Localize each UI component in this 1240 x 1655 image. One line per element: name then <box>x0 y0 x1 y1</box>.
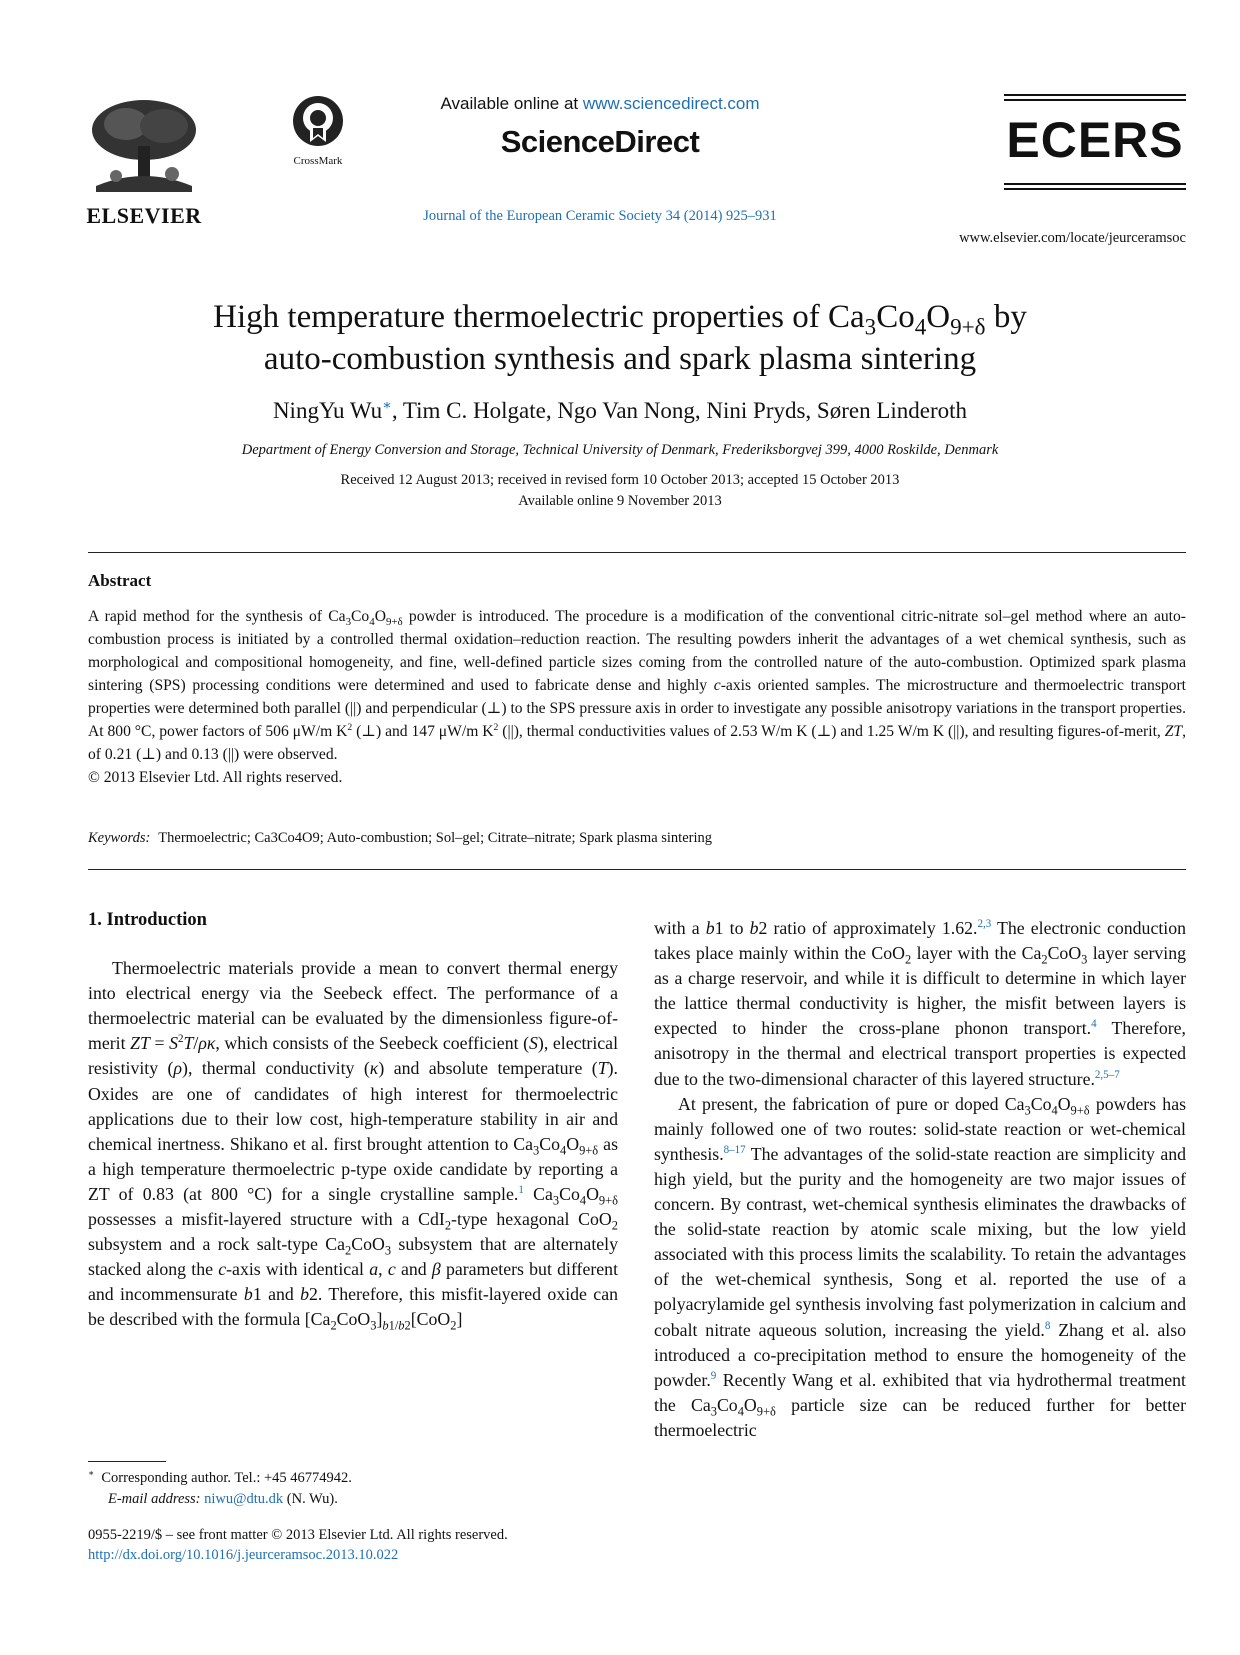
doi-link[interactable]: http://dx.doi.org/10.1016/j.jeurceramsoc.2013.10.022 <box>88 1547 399 1563</box>
divider-top <box>88 552 1186 553</box>
footnote-email: E-mail address: niwu@dtu.dk (N. Wu). <box>108 1491 338 1507</box>
crossmark-label: CrossMark <box>293 155 343 167</box>
keywords-values: Thermoelectric; Ca3Co4O9; Auto-combustion; Sol–gel; Citrate–nitrate; Spark plasma sintering <box>158 830 713 846</box>
author-first: NingYu Wu <box>272 398 383 423</box>
elsevier-wordmark: ELSEVIER <box>86 203 202 228</box>
footnote-corresponding: ∗ Corresponding author. Tel.: +45 46774942. <box>88 1468 352 1486</box>
sciencedirect-wordmark: ScienceDirect <box>500 124 700 159</box>
abstract-body <box>88 605 1186 789</box>
title-line2: auto-combustion synthesis and spark plasma sintering <box>263 341 977 377</box>
abstract-paragraph: A rapid method for the synthesis of $Ca_3Co_4O_{9+\delta}$ powder is introduced. The procedure is a modification of the conventional citric-nitrate sol–gel method where an auto-combustion process is initiated by a controlled thermal oxidation–reduction reaction. The resulting powders inherit the advantages of a wet chemical synthesis, such as morphological and compositional homogeneity, and fine, well-defined particle sizes coming from the controlled nature of the auto-combustion. Optimized spark plasma sintering (SPS) processing conditions were determined and used to fabricate dense and highly c-axis oriented samples. The microstructure and thermoelectric transport properties were determined both parallel (||) and perpendicular (⊥) to the SPS pressure axis in order to investigate any possible anisotropy variations in the transport properties. At 800 °C, power factors of 506 μW/m $K^2$ (⊥) and 147 μW/m $K^2$ (||), thermal conductivities values of 2.53 W/m K (⊥) and 1.25 W/m K (||), and resulting figures-of-merit, ZT, of 0.21 (⊥) and 0.13 (||) were observed. <box>88 608 1187 763</box>
crossmark-badge[interactable] <box>278 94 358 167</box>
email-link[interactable]: niwu@dtu.dk <box>204 1491 284 1507</box>
divider-bottom <box>88 869 1186 870</box>
journal-citation-link[interactable]: Journal of the European Ceramic Society 34 (2014) 925–931 <box>423 208 777 224</box>
intro-paragraph-1: Thermoelectric materials provide a mean to convert thermal energy into electrical energy via the Seebeck effect. The performance of a thermoelectric material can be evaluated by the dimensionless figure-of-merit ZT = $S^2T/\rho\kappa$, which consists of the Seebeck coefficient (S), electrical resistivity (ρ), thermal conductivity (κ) and absolute temperature (T). Oxides are one of candidates of high interest for thermoelectric applications due to their low cost, high-temperature stability in air and chemical inertness. Shikano et al. first brought attention to $Ca_3Co_4O_{9+\delta}$ as a high temperature thermoelectric p-type oxide candidate by reporting a ZT of 0.83 (at 800 °C) for a single crystalline sample.$^1$ $Ca_3Co_4O_{9+\delta}$ possesses a misfit-layered structure with a CdI$_2$-type hexagonal CoO$_2$ subsystem and a rock salt-type $Ca_2CoO_3$ subsystem that are alternately stacked along the c-axis with identical a, c and β parameters but different and incommensurate b1 and b2. Therefore, this misfit-layered oxide can be described with the formula $[Ca_2CoO_3]_{b1/b2}[CoO_2]$ <box>88 958 619 1333</box>
elsevier-logo <box>86 96 202 226</box>
affiliation: Department of Energy Conversion and Storage, Technical University of Denmark, Frederiksborgvej 399, 4000 Roskilde, Denmark <box>241 442 999 458</box>
footnote-rule <box>88 1461 166 1462</box>
article-title: High temperature thermoelectric properties of $Ca_3Co_4O_{9+\delta}$ by auto-combustion synthesis and spark plasma sintering <box>213 299 1027 377</box>
right-column <box>654 916 1186 1443</box>
ecers-logo <box>1004 94 1186 193</box>
crossmark-icon <box>291 94 345 148</box>
journal-url: www.elsevier.com/locate/jeurceramsoc <box>959 230 1186 246</box>
article-history <box>100 470 1140 512</box>
available-prefix: Available online at <box>440 94 583 113</box>
title-line1: High temperature thermoelectric properties of Ca <box>213 299 865 335</box>
sciencedirect-link[interactable]: www.sciencedirect.com <box>582 94 760 113</box>
available-online-date: Available online 9 November 2013 <box>518 493 722 509</box>
footnote <box>88 1468 618 1510</box>
available-online-line <box>400 94 800 114</box>
issn-line: 0955-2219/$ – see front matter © 2013 Elsevier Ltd. All rights reserved. <box>88 1527 508 1543</box>
author-list <box>100 398 1140 424</box>
ecers-wordmark: ECERS <box>1006 112 1184 168</box>
received-dates: Received 12 August 2013; received in revised form 10 October 2013; accepted 15 October 2013 <box>340 472 900 488</box>
intro-paragraph-2: At present, the fabrication of pure or doped $Ca_3Co_4O_{9+\delta}$ powders has mainly followed one of two routes: solid-state reaction or wet-chemical synthesis.$^{8-17}$ The advantages of the solid-state reaction are simplicity and high yield, but the purity and the homogeneity are two major issues of concern. By contrast, wet-chemical synthesis eliminates the drawbacks of the solid-state reaction by atomic scale mixing, but the low yield associated with this process limits the scalability. To retain the advantages of the wet-chemical synthesis, Song et al. reported the use of a polyacrylamide gel synthesis involving fast polymerization in calcium and cobalt nitrate aqueous solution, increasing the yield.$^8$ Zhang et al. also introduced a co-precipitation method to ensure the homogeneity of the powder.$^9$ Recently Wang et al. exhibited that via hydrothermal treatment the $Ca_3Co_4O_{9+\delta}$ particle size can be reduced further for better thermoelectric <box>654 1093 1187 1440</box>
elsevier-tree-icon <box>86 96 202 194</box>
intro-paragraph-1-cont: with a b1 to b2 ratio of approximately 1.62.$^{2,3}$ The electronic conduction takes place mainly within the CoO$_2$ layer with the $Ca_2CoO_3$ layer serving as a charge reservoir, and while it is difficult to determine in which layer the lattice thermal conductivity is higher, the misfit between layers is expected to hinder the cross-plane phonon transport.$^4$ Therefore, anisotropy in the thermal and electrical transport properties is expected due to the two-dimensional character of this layered structure.$^{2,5-7}$ <box>654 918 1186 1089</box>
front-matter <box>88 1525 688 1565</box>
author-rest: , Tim C. Holgate, Ngo Van Nong, Nini Pryds, Søren Linderoth <box>391 398 968 423</box>
corresponding-author-mark[interactable]: ∗ <box>382 397 392 414</box>
keywords-label: Keywords: <box>88 830 151 846</box>
section-heading-introduction: 1. Introduction <box>88 910 207 930</box>
left-column <box>88 908 618 1333</box>
abstract-heading: Abstract <box>88 571 152 590</box>
keywords <box>88 830 1186 847</box>
abstract-copyright: © 2013 Elsevier Ltd. All rights reserved. <box>88 769 343 786</box>
